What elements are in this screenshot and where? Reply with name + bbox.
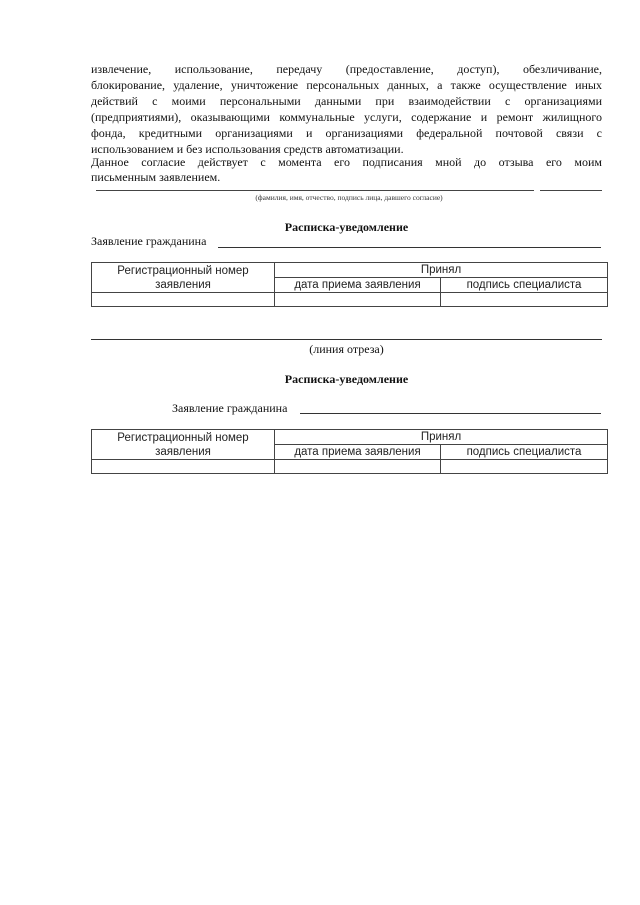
statement-fill-line: [300, 413, 601, 414]
signature-cell: [441, 293, 608, 307]
validity-line: письменным заявлением.: [91, 170, 221, 184]
reg-number-header-line: заявления: [155, 445, 211, 458]
signature-line: [96, 190, 534, 191]
reg-number-header: [92, 430, 275, 460]
date-cell: [275, 460, 441, 474]
reg-number-cell: [92, 293, 275, 307]
signature-header: подпись специалиста: [441, 278, 608, 293]
date-cell: [275, 293, 441, 307]
signature-cell: [441, 460, 608, 474]
signature-caption: (фамилия, имя, отчество, подпись лица, давшего согласие): [255, 193, 443, 202]
statement-label: Заявление гражданина: [91, 234, 207, 248]
date-header: дата приема заявления: [275, 445, 441, 460]
consent-line: блокирование, удаление, уничтожение персональных данных, а также осуществление иных: [91, 78, 602, 92]
statement-label: Заявление гражданина: [172, 401, 288, 415]
cut-line-label: (линия отреза): [309, 342, 384, 356]
reg-number-header-line: Регистрационный номер: [117, 431, 249, 444]
consent-line: действий с моими персональными данными при взаимодействии с организациями: [91, 94, 602, 108]
consent-line: фонда, кредитными организациями и организациями федеральной почтовой связи с: [91, 126, 602, 140]
reg-number-header-line: Регистрационный номер: [117, 264, 249, 277]
signature-header: подпись специалиста: [441, 445, 608, 460]
accepted-header: Принял: [275, 430, 608, 445]
consent-line: (предприятиями), оказывающими коммунальные услуги, содержание и ремонт жилищного: [91, 110, 602, 124]
registration-table: [91, 262, 608, 307]
date-header: дата приема заявления: [275, 278, 441, 293]
consent-line: использованием и без использования средств автоматизации.: [91, 142, 404, 156]
reg-number-header: [92, 263, 275, 293]
signature-line-short: [540, 190, 602, 191]
statement-fill-line: [218, 247, 601, 248]
receipt-title: Расписка-уведомление: [284, 372, 409, 386]
accepted-header: Принял: [275, 263, 608, 278]
reg-number-header-line: заявления: [155, 278, 211, 291]
reg-number-cell: [92, 460, 275, 474]
consent-line: извлечение, использование, передачу (предоставление, доступ), обезличивание,: [91, 62, 602, 76]
receipt-title: Расписка-уведомление: [284, 220, 409, 234]
cut-line: [91, 339, 602, 340]
registration-table: [91, 429, 608, 474]
validity-line: Данное согласие действует с момента его подписания мной до отзыва его моим: [91, 155, 602, 169]
